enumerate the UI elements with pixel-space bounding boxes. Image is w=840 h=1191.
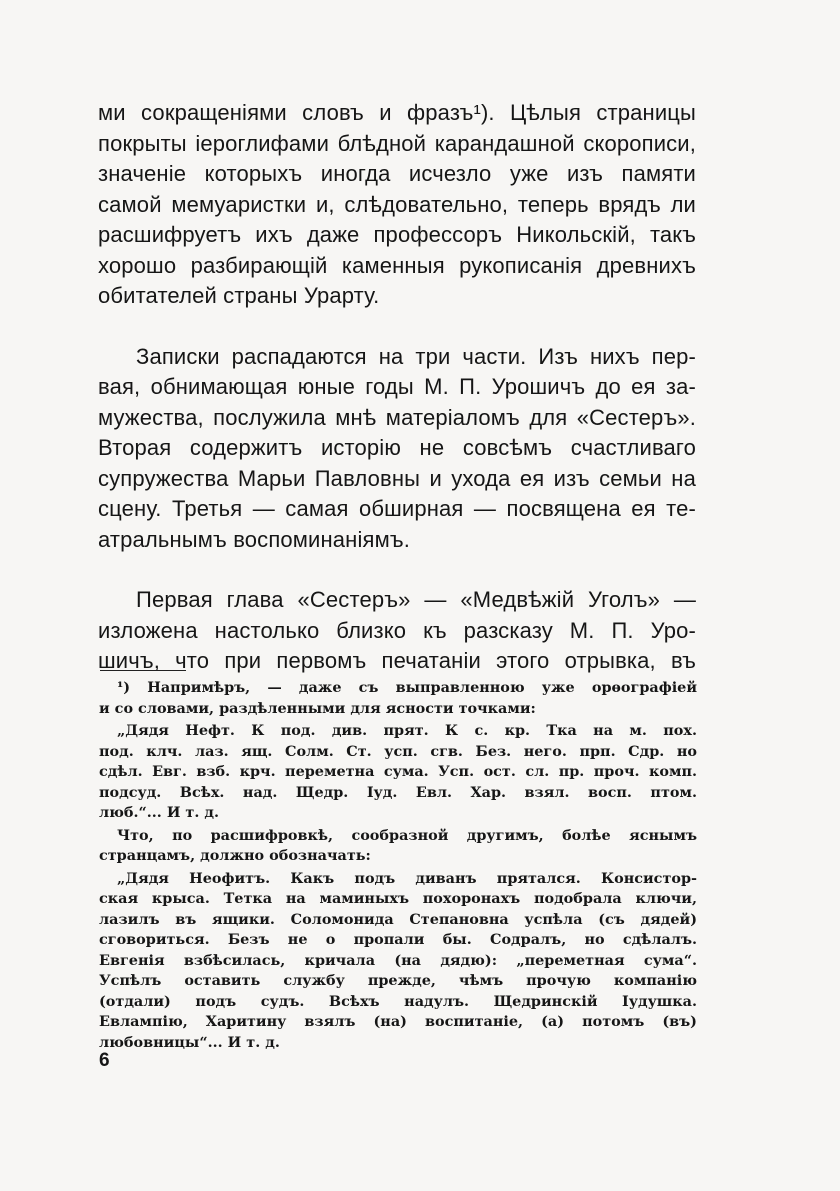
paragraph-2 (98, 342, 696, 556)
text-line: значеніе которыхъ иногда исчезло уже изъ памяти (98, 161, 696, 186)
footnote-line: ская крыса. Тетка на маминыхъ похоронахъ подобрала ключи, (99, 890, 697, 907)
footnote-line: ¹) Напримѣръ, — даже съ выправленною уже орѳографіей (117, 679, 697, 696)
text-line: хорошо разбирающій каменныя рукописанія древнихъ (98, 252, 696, 278)
footnote-line: лазилъ въ ящики. Соломонида Степановна успѣла (съ дядей) (99, 910, 697, 928)
footnote-line: (отдали) подъ судъ. Всѣхъ надулъ. Щедринскій Іудушка. (99, 992, 697, 1010)
text-line: атральнымъ воспоминаніямъ. (98, 526, 411, 552)
text-line: обитателей страны Урарту. (98, 283, 380, 308)
footnote-para-4 (99, 869, 697, 1054)
footnote-line: Успѣлъ оставить службу прежде, чѣмъ прочую компанію (99, 972, 697, 989)
footnote-line: странцамъ, должно обозначать: (99, 847, 371, 864)
footnote-line: Евгенія взбѣсилась, кричала (на дядю): „переметная сума“. (99, 951, 697, 969)
text-line: покрыты іероглифами блѣдной карандашной скорописи, (98, 130, 696, 156)
footnote-divider (100, 670, 186, 671)
footnote-line: сговориться. Безъ не о пропали бы. Содралъ, но сдѣлалъ. (99, 931, 697, 948)
main-text (98, 98, 696, 707)
text-line: изложена настолько близко къ разсказу М. П. Уро- (98, 617, 696, 643)
text-line: сцену. Третья — самая обширная — посвящена ея те- (98, 496, 696, 521)
text-line: мужества, послужила мнѣ матеріаломъ для «Сестеръ». (98, 404, 696, 430)
footnote-line: „Дядя Неофитъ. Какъ подъ диванъ прятался. Консистор- (117, 869, 697, 887)
text-line: супружества Марьи Павловны и ухода ея изъ семьи на (98, 465, 696, 491)
footnote-para-1 (99, 678, 697, 719)
paragraph-3 (98, 585, 696, 677)
page-number: 6 (99, 1050, 110, 1071)
footnote-line: любовницы“... И т. д. (99, 1033, 280, 1051)
footnote-line: под. клч. лаз. ящ. Солм. Ст. усп. сгв. Без. него. прп. Сдр. но (99, 742, 697, 760)
footnote-line: Что, по расшифровкѣ, сообразной другимъ, болѣе яснымъ (117, 826, 697, 844)
text-line: расшифруетъ ихъ даже профессоръ Никольскій, такъ (98, 222, 696, 247)
footnote (99, 678, 697, 1055)
text-line: Записки распадаются на три части. Изъ нихъ пер- (136, 343, 696, 369)
text-line: Вторая содержитъ исторію не совсѣмъ счастливаго (98, 435, 696, 460)
text-line: Первая глава «Сестеръ» — «Медвѣжій Уголъ» — (136, 587, 696, 612)
text-line: шичъ, что при первомъ печатаніи этого отрывка, въ (98, 648, 696, 673)
footnote-line: подсуд. Всѣх. над. Щедр. Іуд. Евл. Хар. взял. восп. птом. (99, 783, 697, 801)
footnote-para-2 (99, 721, 697, 824)
text-line: ми сокращеніями словъ и фразъ¹). Цѣлыя страницы (98, 100, 696, 125)
footnote-para-3 (99, 826, 697, 867)
paragraph-1 (98, 98, 696, 312)
footnote-line: Евлампію, Харитину взялъ (на) воспитаніе, (а) потомъ (въ) (99, 1013, 697, 1030)
footnote-line: „Дядя Нефт. К под. див. прят. К с. кр. Тка на м. пох. (117, 722, 697, 739)
text-line: самой мемуаристки и, слѣдовательно, теперь врядъ ли (98, 191, 696, 217)
footnote-line: и со словами, раздѣленными для ясности точками: (99, 699, 536, 717)
footnote-line: сдѣл. Евг. взб. крч. переметна сума. Усп. ост. сл. пр. проч. комп. (99, 763, 697, 780)
text-line: вая, обнимающая юные годы М. П. Урошичъ до ея за- (98, 374, 696, 399)
footnote-line: люб.“... И т. д. (99, 804, 219, 821)
